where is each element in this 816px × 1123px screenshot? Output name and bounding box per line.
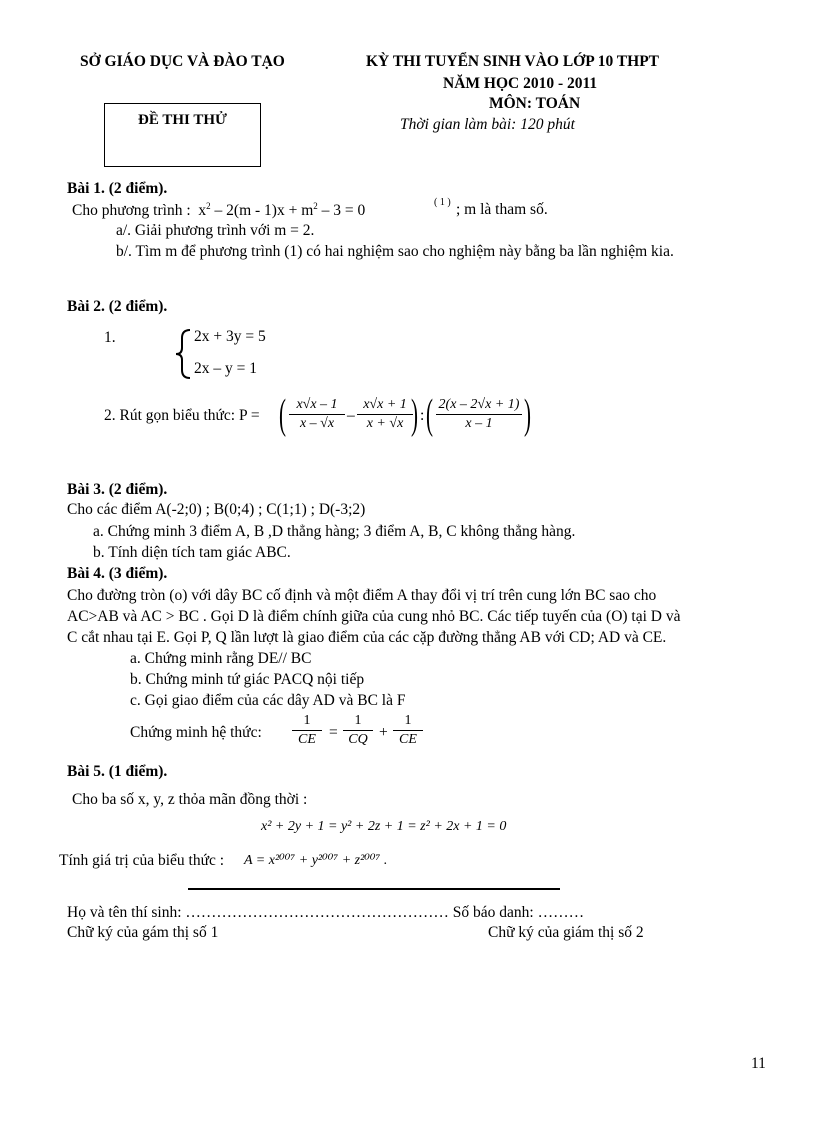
candidate-info-line: Họ và tên thí sinh: …………………………………………… Số báo danh: ………	[67, 904, 585, 921]
bai1-title: Bài 1. (2 điểm).	[67, 180, 168, 197]
bai4-part-c: c. Gọi giao điểm của các dây AD và BC là F	[130, 692, 406, 709]
fraction-2	[357, 397, 413, 432]
bai1-equation-line: Cho phương trình : $x^2 - 2(m - 1)x + m^2 - 3 = 0$	[72, 201, 366, 219]
bai1-part-b: b/. Tìm m để phương trình (1) có hai nghiệm sao cho nghiệm này bằng ba lần nghiệm kia.	[116, 243, 674, 260]
bai4-part-b: b. Chứng minh tứ giác PACQ nội tiếp	[130, 671, 365, 688]
bai5-title: Bài 5. (1 điểm).	[67, 763, 168, 780]
fraction-3	[436, 397, 522, 432]
bai2-item1-number: 1.	[104, 329, 116, 346]
bai1-part-a: a/. Giải phương trình với m = 2.	[116, 222, 315, 239]
fraction-1-numerator: x√x – 1	[296, 397, 338, 412]
system-brace	[174, 328, 194, 380]
bai1-intro: Cho phương trình :	[72, 202, 191, 219]
divider-line	[188, 888, 560, 890]
bai4-title: Bài 4. (3 điểm).	[67, 565, 168, 582]
close-paren-2: )	[524, 392, 531, 438]
bai1-eq-part-c: – 3 = 0	[317, 202, 366, 219]
bai3-intro: Cho các điểm A(-2;0) ; B(0;4) ; C(1;1) ; D(-3;2)	[67, 501, 366, 518]
bai5-expression: A = x²⁰⁰⁷ + y²⁰⁰⁷ + z²⁰⁰⁷ .	[244, 853, 388, 868]
fraction-1-over-ce-left: 1 CE	[292, 713, 322, 748]
bai4-part-a: a. Chứng minh rằng DE// BC	[130, 650, 312, 667]
bai3-part-a: a. Chứng minh 3 điểm A, B ,D thẳng hàng; 3 điểm A, B, C không thẳng hàng.	[93, 523, 576, 540]
bai1-eq-part-a: x	[198, 202, 207, 219]
system-equation-2: 2x – y = 1	[194, 360, 257, 377]
plus-sign: +	[379, 724, 388, 741]
bai5-intro: Cho ba số x, y, z thỏa mãn đồng thời :	[72, 791, 308, 808]
fraction-1	[289, 397, 345, 432]
bai1-tail: ; m là tham số.	[456, 201, 548, 218]
system-equation-1: 2x + 3y = 5	[194, 328, 266, 345]
bai4-line-2: AC>AB và AC > BC . Gọi D là điểm chính giữa của cung nhỏ BC. Các tiếp tuyến của (O) tại D và	[67, 608, 681, 625]
bai2-item2-label: 2. Rút gọn biểu thức: P =	[104, 407, 260, 424]
fraction-2-denominator: x + √x	[366, 416, 404, 431]
school-year: NĂM HỌC 2010 - 2011	[443, 75, 598, 92]
subject: MÔN: TOÁN	[489, 95, 581, 112]
divide-sign: :	[420, 407, 425, 424]
department-name: SỞ GIÁO DỤC VÀ ĐÀO TẠO	[80, 53, 285, 70]
bai2-title: Bài 2. (2 điểm).	[67, 298, 168, 315]
minus-sign: –	[347, 407, 355, 424]
fraction-1-denominator: x – √x	[299, 416, 335, 431]
close-paren-1: )	[411, 392, 418, 438]
equals-sign: =	[329, 724, 338, 741]
bai5-ask: Tính giá trị của biểu thức :	[59, 852, 225, 869]
fraction-3-numerator: 2(x – 2√x + 1)	[438, 397, 520, 412]
signature-proctor-2: Chữ ký của giám thị số 2	[488, 924, 644, 941]
bai4-line-1: Cho đường tròn (o) với dây BC cố định và một điểm A thay đổi vị trí trên cung lớn BC sao cho	[67, 587, 657, 604]
fraction-1-over-cq: 1 CQ	[343, 713, 373, 748]
bai1-eq-part-b: – 2(m - 1)x + m	[210, 202, 314, 219]
bai1-eq-ref: ( 1 )	[434, 197, 451, 208]
signature-proctor-1: Chữ ký của gám thị số 1	[67, 924, 219, 941]
bai3-title: Bài 3. (2 điểm).	[67, 481, 168, 498]
fraction-2-numerator: x√x + 1	[363, 397, 407, 412]
open-paren-2: (	[426, 392, 433, 438]
fraction-3-denominator: x – 1	[465, 416, 493, 431]
bai4-prove-label: Chứng minh hệ thức:	[130, 724, 262, 741]
bai5-equation: x² + 2y + 1 = y² + 2z + 1 = z² + 2x + 1 = 0	[261, 819, 507, 834]
exam-title: KỲ THI TUYỂN SINH VÀO LỚP 10 THPT	[366, 53, 659, 70]
fraction-1-over-ce-right: 1 CE	[393, 713, 423, 748]
exam-time: Thời gian làm bài: 120 phút	[400, 116, 575, 133]
trial-exam-label: ĐỀ THI THỬ	[138, 112, 227, 128]
page-number: 11	[751, 1055, 766, 1072]
bai4-line-3: C cắt nhau tại E. Gọi P, Q lần lượt là giao điểm của các cặp đường thẳng AB với CD; AD và CE.	[67, 629, 667, 646]
bai3-part-b: b. Tính diện tích tam giác ABC.	[93, 544, 291, 561]
trial-exam-box	[104, 103, 261, 167]
open-paren-1: (	[279, 392, 286, 438]
